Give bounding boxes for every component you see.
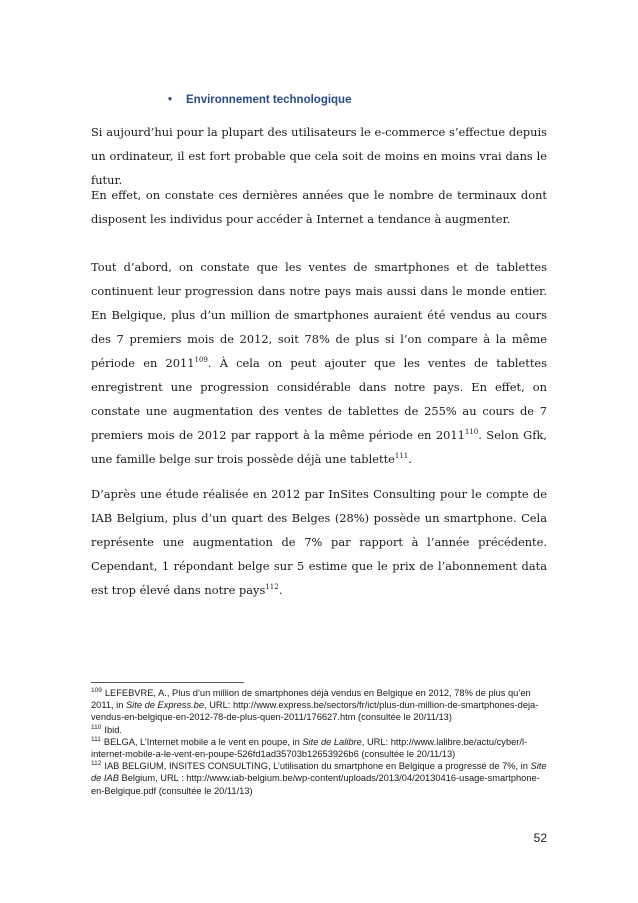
paragraph-4	[91, 482, 547, 602]
footnote-text-end: Belgium, URL : http://www.iab-belgium.be/wp-content/uploads/2013/04/20130416-usage-smartphone-en-Belgique.pdf (consultée le 20/11/13)	[91, 773, 540, 796]
paragraph-4-text-b: .	[278, 583, 283, 597]
paragraph-3-text-b: . À cela on peut ajouter que les ventes de tablettes enregistrent une progression considérable dans notre pays. En effet, on constate une augmentation des ventes de tablettes de 255% au cours de 7 premiers mois de 2012 par rapport à la même période en 2011	[91, 356, 547, 442]
footnote-ref-110: 110	[464, 428, 479, 437]
footnote-number: 111	[91, 735, 101, 743]
section-heading-text: Environnement technologique	[186, 94, 352, 106]
footnote-110	[91, 724, 547, 736]
footnote-text: BELGA, L’Internet mobile a le vent en poupe, in	[103, 736, 303, 747]
page-number: 52	[533, 831, 547, 845]
footnote-text-end: , URL: http://www.lalibre.be/actu/cyber/l-internet-mobile-a-le-vent-en-poupe-526fd1ad35703b12653926b6 (consultée le 20/11/13)	[91, 736, 528, 760]
footnote-text: IAB BELGIUM, INSITES CONSULTING, L’utilisation du smartphone en Belgique a progressé de 7%, in	[104, 761, 531, 772]
footnote-number: 110	[91, 723, 102, 731]
footnote-text: Ibid.	[104, 724, 122, 735]
paragraph-3-text-c: . Selon Gfk, une famille belge sur trois possède déjà une tablette	[91, 428, 547, 466]
footnote-source: Site de Lalibre	[302, 736, 362, 747]
paragraph-2: En effet, on constate ces dernières années que le nombre de terminaux dont disposent les individus pour accéder à Internet a tendance à augmenter.	[91, 188, 547, 226]
footnote-separator	[91, 682, 244, 683]
footnotes	[91, 687, 547, 797]
footnote-number: 109	[91, 686, 102, 694]
paragraph-1: Si aujourd’hui pour la plupart des utilisateurs le e-commerce s’effectue depuis un ordinateur, il est fort probable que cela soit de moins en moins vrai dans le futur.	[91, 125, 547, 187]
footnote-111	[91, 736, 547, 760]
section-heading	[168, 94, 351, 106]
footnote-ref-111: 111	[394, 452, 409, 461]
footnote-number: 112	[91, 760, 102, 768]
footnote-109	[91, 687, 547, 724]
footnote-source: Site de IAB	[91, 761, 547, 784]
paragraph-3	[91, 255, 547, 471]
bullet-icon: •	[168, 94, 173, 106]
footnote-112	[91, 760, 547, 797]
paragraph-3-text-d: .	[408, 452, 412, 466]
paragraph-3-text-a: Tout d’abord, on constate que les ventes de smartphones et de tablettes continuent leur progression dans notre pays mais aussi dans le monde entier. En Belgique, plus d’un million de smartphones auraient été vendus au cours des 7 premiers mois de 2012, soit 78% de plus si l’on compare à la même période en 2011	[91, 260, 547, 370]
footnote-ref-112: 112	[265, 583, 279, 592]
footnote-text-end: , URL: http://www.express.be/sectors/fr/ict/plus-dun-million-de-smartphones-deja-vendus-en-belgique-en-2012-78-de-plus-quen-2011/176627.htm (consultée le 20/11/13)	[91, 700, 539, 723]
footnote-source: Site de Express.be	[125, 700, 205, 711]
footnote-ref-109: 109	[194, 356, 208, 365]
footnote-text: LEFEBVRE, A., Plus d’un million de smartphones déjà vendus en Belgique en 2012, 78% de plus qu’en 2011, in	[91, 688, 531, 711]
paragraph-4-text-a: D’après une étude réalisée en 2012 par InSites Consulting pour le compte de IAB Belgium, plus d’un quart des Belges (28%) possède un smartphone. Cela représente une augmentation de 7% par rapport à l’année précédente. Cependant, 1 répondant belge sur 5 estime que le prix de l’abonnement data est trop élevé dans notre pays	[91, 487, 547, 597]
